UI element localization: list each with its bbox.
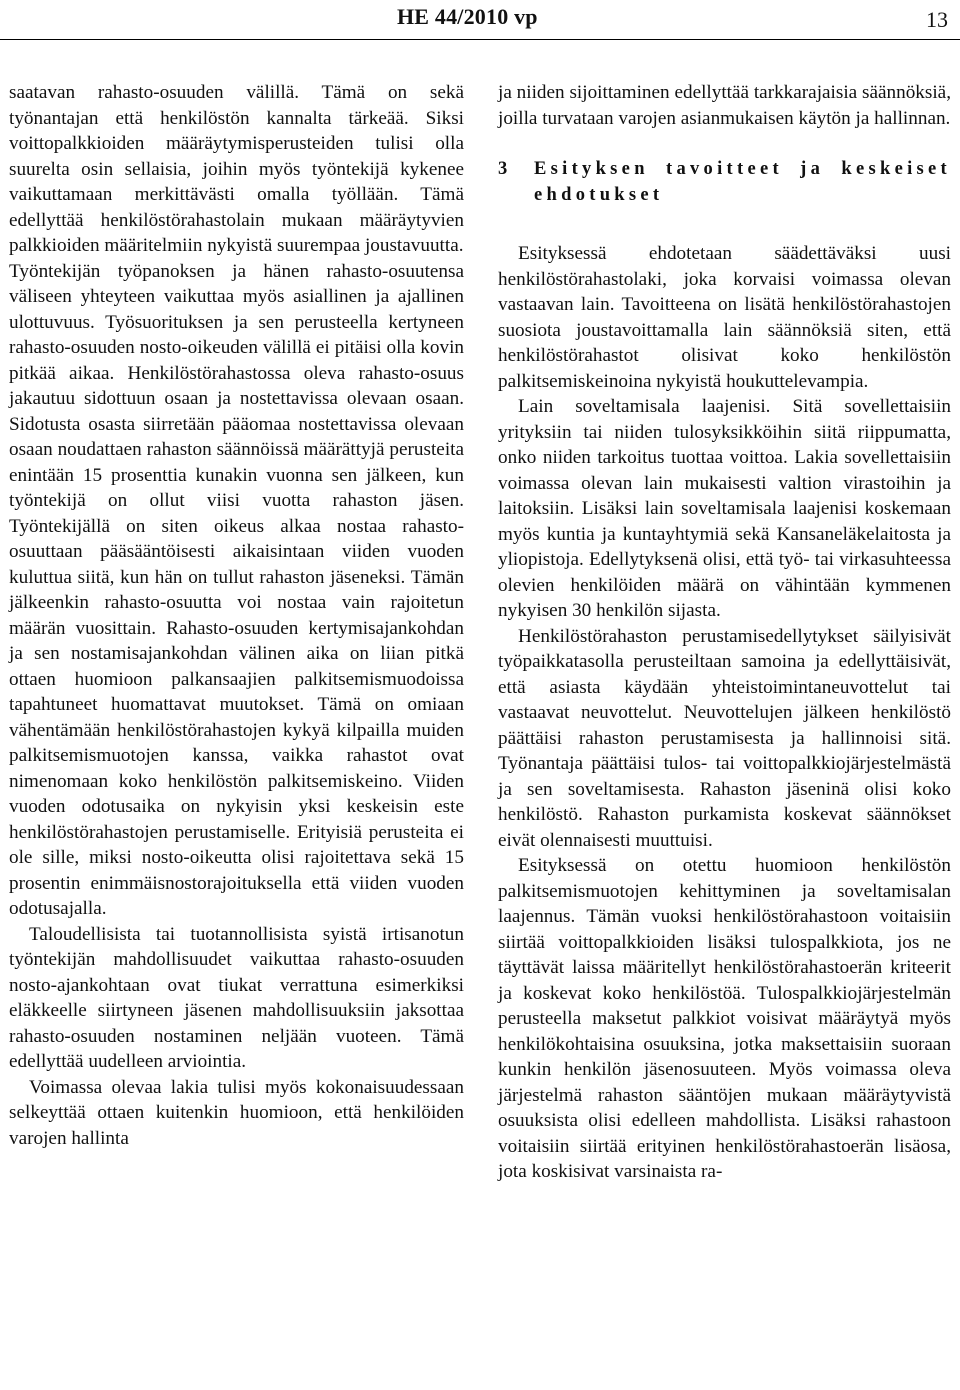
paragraph: ja niiden sijoittaminen edellyttää tarkkarajaisia säännöksiä, joilla turvataan varojen asianmukaisen käytön ja hallinnan.: [498, 82, 951, 129]
section-number: 3: [498, 159, 508, 179]
header-rule: [0, 39, 960, 40]
paragraph: Lain soveltamisala laajenisi. Sitä sovellettaisiin yrityksiin tai niiden tulosyksikköihin siitä riippumatta, onko niiden tarkoitus tuottaa voittoa. Lakia sovellettaisiin voimassa olevan lain mukaisesti valtion virastoihin ja laitoksiin. Lisäksi lain soveltamisala laajenisi koskemaan myös kuntia ja kuntayhtymiä sekä Kansaneläkelaitosta ja yliopistoja. Edellytyksenä olisi, että työ- tai virkasuhteessa olevien henkilöiden määrä on vähintään kymmenen nykyisen 30 henkilön sijasta.: [498, 396, 951, 621]
section-title: Esityksen tavoitteet ja keskeiset ehdotukset: [534, 159, 951, 205]
paragraph: saatavan rahasto-osuuden välillä. Tämä on sekä työnantajan että henkilöstön kannalta tärkeää. Siksi voittopalkkioiden määräytymisperusteiden tulisi olla suurelta osin sellaisia, joihin myös työntekijä kykenee vaikuttamaan merkittävästi omalla työllään. Tämä edellyttää henkilöstörahastolain mukaan määräytyvien palkkioiden määritelmiin nykyistä suurempaa joustavuutta.: [9, 82, 464, 256]
paragraph: Henkilöstörahaston perustamisedellytykset säilyisivät työpaikkatasolla perusteiltaan samoina ja edellyttäisivät, että asiasta käydään yhteistoimintaneuvottelut tai vastaavat neuvottelut. Neuvottelujen jälkeen henkilöstö päättäisi rahaston perustamisesta ja hallinnoisi sitä. Työnantaja päättäisi tulos- tai voittopalkkiojärjestelmästä ja sen soveltamisesta. Rahaston jäseninä olisi koko henkilöstö. Rahaston purkamista koskevat säännökset eivät olennaisesti muuttuisi.: [498, 625, 951, 851]
paragraph: Esityksessä on otettu huomioon henkilöstön palkitsemismuotojen kehittyminen ja soveltamisalan laajennus. Tämän vuoksi henkilöstörahastoon voitaisiin siirtää voittopalkkioiden lisäksi tulospalkkiota, jos ne täyttävät laissa määritellyt henkilöstörahastoerän kriteerit ja koskevat koko henkilöstöä. Tulospalkkiojärjestelmän perusteella maksetut palkkiot voisivat määräytyä myös henkilökohtaisina osuuksina, jotka maksettaisiin suoraan kunkin henkilön jäsenosuuteen. Myös voimassa oleva järjestelmä rahaston sääntöjen mukaan määräytyvistä osuuksista olisi edelleen mahdollista. Lisäksi rahastoon voitaisiin siirtää erityinen henkilöstörahastoerän lisäosa, jota koskisivat varsinaista ra-: [498, 855, 951, 1182]
left-column: [9, 80, 464, 1151]
right-column: [498, 80, 951, 1185]
document-id: HE 44/2010 vp: [397, 4, 538, 29]
page-header: [0, 4, 960, 34]
section-heading: [498, 156, 951, 208]
paragraph: Voimassa olevaa lakia tulisi myös kokonaisuudessaan selkeyttää ottaen kuitenkin huomioon, että henkilöiden varojen hallinta: [9, 1076, 464, 1149]
paragraph: Työntekijän työpanoksen ja hänen rahasto-osuutensa väliseen yhteyteen vaikuttaa myös asiallinen ja ajallinen ulottuvuus. Työsuorituksen ja sen perusteella kertyneen rahasto-osuuden nosto-oikeuden välillä ei pitäisi olla kovin pitkää aikaa. Henkilöstörahastossa oleva rahasto-osuus jakautuu sidottuun osaan ja nostettavissa olevaan osaan. Sidotusta osasta siirretään pääomaa nostettavissa olevaan osaan noudattaen rahaston säännöissä määrättyjä perusteita enintään 15 prosenttia kunakin vuonna sen jälkeen, kun työntekijä on ollut viisi vuotta rahaston jäsen. Työntekijällä on siten oikeus alkaa nostaa rahasto-osuuttaan pääsääntöisesti aikaisintaan viiden vuoden kuluttua siitä, kun hän on tullut rahaston jäseneksi. Tämän jälkeenkin rahasto-osuutta voi nostaa vain rajoitetun määrän vuosittain. Rahasto-osuuden kertymisajankohdan ja sen nostamisajankohdan välinen aika on liian pitkä ottaen huomioon palkansaajien palkitsemismuodoissa tapahtuneet huomattavat muutokset. Tämä on omiaan vähentämään henkilöstörahastojen kykyä kilpailla muiden palkitsemismuotojen kanssa, vaikka rahastot ovat nimenomaan koko henkilöstön palkitsemiskeino. Viiden vuoden odotusaika on nykyisin yksi keskeisin este henkilöstörahastojen perustamiselle. Erityisiä perusteita ei ole sille, miksi nosto-oikeutta olisi rajoitettava sekä 15 prosentin enimmäisnostorajoituksella että viiden vuoden odotusajalla.: [9, 260, 464, 919]
paragraph: Taloudellisista tai tuotannollisista syistä irtisanotun työntekijän mahdollisuudet vaikuttaa rahasto-osuuden nosto-ajankohtaan ovat tiukat verrattuna esimerkiksi eläkkeelle siirtyneen jäsenen mahdollisuuksiin jaksottaa rahasto-osuuden nostaminen neljään vuoteen. Tämä edellyttää uudelleen arviointia.: [9, 923, 464, 1072]
paragraph: Esityksessä ehdotetaan säädettäväksi uusi henkilöstörahastolaki, joka korvaisi voimassa olevan vastaavan lain. Tavoitteena on lisätä henkilöstörahastojen suosiota joustavoittamalla lain säännöksiä siten, että henkilöstörahastot olisivat koko henkilöstön palkitsemiskeinoina nykyistä houkuttelevampia.: [498, 243, 951, 392]
page-number: 13: [926, 7, 948, 32]
